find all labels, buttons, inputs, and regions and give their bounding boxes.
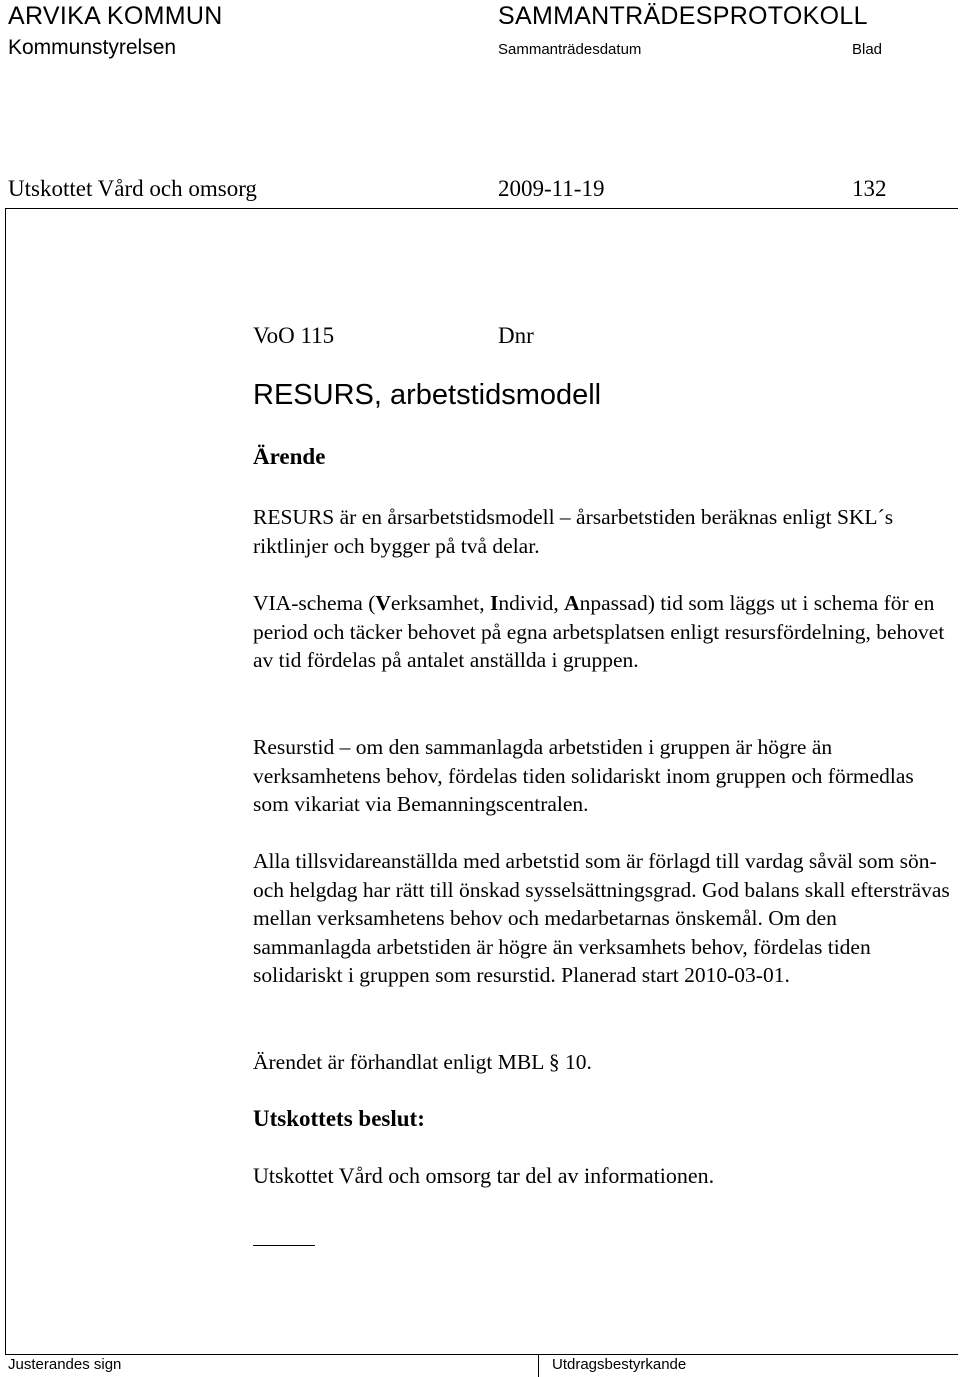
footer-divider	[5, 1354, 958, 1355]
end-mark-line	[253, 1245, 315, 1246]
meeting-date: 2009-11-19	[498, 176, 605, 201]
via-open-text: VIA-schema (	[253, 591, 376, 615]
via-letter-a: A	[564, 591, 580, 615]
document-type: SAMMANTRÄDESPROTOKOLL	[498, 2, 868, 30]
page-number: 132	[852, 176, 887, 201]
via-a-text: npassad) tid som läggs ut i schema för en period och täcker behovet på egna arbetsplatsen enligt resursfördelning, behovet av tid fördelas på antalet anställda i gruppen.	[253, 591, 945, 673]
header-divider	[5, 208, 958, 209]
paragraph-resurs-intro: RESURS är en årsarbetstidsmodell – årsarbetstiden beräknas enligt SKL´s riktlinjer och bygger på två delar.	[253, 505, 894, 558]
department-name: Kommunstyrelsen	[8, 36, 177, 59]
footer-column-divider	[538, 1354, 539, 1377]
paragraph-mbl: Ärendet är förhandlat enligt MBL § 10.	[253, 1050, 592, 1074]
left-margin-rule	[5, 208, 6, 1355]
paragraph-sysselsattning: Alla tillsvidareanställda med arbetstid som är förlagd till vardag såväl som sön- och helgdag har rätt till önskad sysselsättningsgrad. God balans skall eftersträvas mellan verksamhetens behov och medarbetarnas önskemål. Om den sammanlagda arbetstiden är högre än verksamhets behov, fördelas tiden solidariskt i gruppen som resurstid. Planerad start 2010-03-01.	[253, 849, 950, 988]
dnr-label: Dnr	[498, 323, 534, 348]
via-i-text: ndivid,	[498, 591, 565, 615]
organization-name: ARVIKA KOMMUN	[8, 2, 223, 30]
paragraph-resurstid: Resurstid – om den sammanlagda arbetstiden i gruppen är högre än verksamhetens behov, fördelas tiden solidariskt inom gruppen och förmedlas som vikariat via Bemanningscentralen.	[253, 735, 914, 817]
meeting-date-label: Sammanträdesdatum	[498, 41, 642, 58]
justerandes-sign-label: Justerandes sign	[8, 1356, 122, 1373]
page-label: Blad	[852, 41, 883, 58]
decision-text: Utskottet Vård och omsorg tar del av informationen.	[253, 1163, 715, 1188]
utdragsbestyrkande-label: Utdragsbestyrkande	[552, 1356, 687, 1373]
decision-heading: Utskottets beslut:	[253, 1106, 425, 1131]
section-heading-arende: Ärende	[253, 444, 326, 469]
via-letter-v: V	[375, 591, 391, 615]
case-number: VoO 115	[253, 323, 335, 348]
via-v-text: erksamhet,	[390, 591, 491, 615]
paragraph-via-schema	[253, 589, 953, 675]
meeting-body: Utskottet Vård och omsorg	[8, 176, 257, 201]
via-letter-i: I	[490, 591, 499, 615]
case-title: RESURS, arbetstidsmodell	[253, 379, 602, 411]
